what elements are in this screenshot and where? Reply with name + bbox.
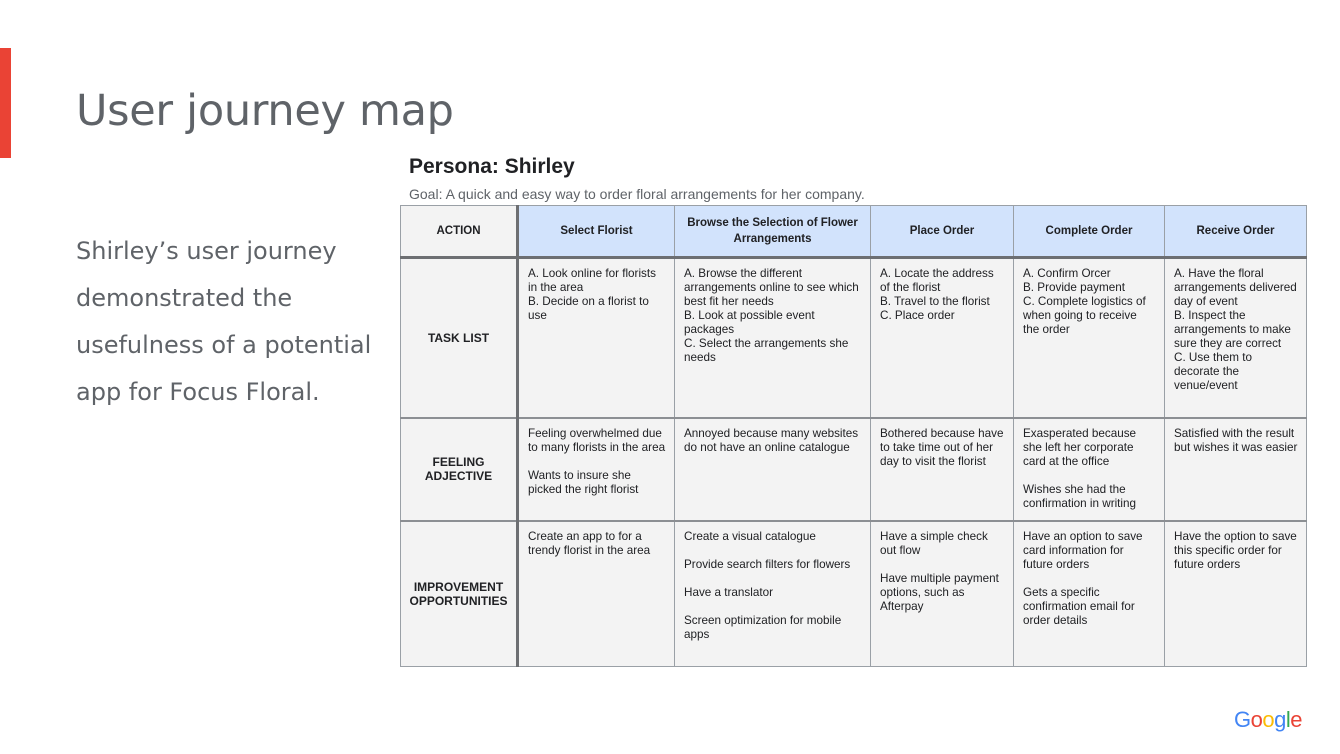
slide-title: User journey map: [76, 86, 454, 136]
logo-letter: o: [1262, 707, 1275, 732]
stage-header: Receive Order: [1165, 206, 1307, 258]
stage-header: Complete Order: [1014, 206, 1165, 258]
table-cell: Exasperated because she left her corporate card at the office Wishes she had the confirmation in writing: [1014, 418, 1165, 521]
row-label: FEELING ADJECTIVE: [401, 418, 518, 521]
table-cell: Feeling overwhelmed due to many florists in the area Wants to insure she picked the right florist: [518, 418, 675, 521]
table-cell: Have the option to save this specific order for future orders: [1165, 521, 1307, 667]
stage-header: Place Order: [871, 206, 1014, 258]
header-action: ACTION: [401, 206, 518, 258]
accent-bar: [0, 48, 11, 158]
table-cell: A. Have the floral arrangements delivered day of event B. Inspect the arrangements to make sure they are correct C. Use them to decorate the venue/event: [1165, 258, 1307, 418]
stage-header: Browse the Selection of Flower Arrangements: [675, 206, 871, 258]
logo-letter: l: [1285, 707, 1291, 732]
table-cell: A. Locate the address of the florist B. Travel to the florist C. Place order: [871, 258, 1014, 418]
logo-letter: e: [1290, 707, 1303, 732]
table-cell: Satisfied with the result but wishes it was easier: [1165, 418, 1307, 521]
persona-goal: Goal: A quick and easy way to order floral arrangements for her company.: [409, 186, 865, 202]
table-row: [401, 418, 1307, 521]
persona-title: Persona: Shirley: [409, 155, 575, 178]
table-cell: Have an option to save card information for future orders Gets a specific confirmation email for order details: [1014, 521, 1165, 667]
table-cell: Bothered because have to take time out of her day to visit the florist: [871, 418, 1014, 521]
table-cell: Create an app to for a trendy florist in the area: [518, 521, 675, 667]
table-row: [401, 521, 1307, 667]
journey-map-table: [400, 205, 1307, 667]
slide-body-text: Shirley’s user journey demonstrated the usefulness of a potential app for Focus Floral.: [76, 237, 372, 406]
table-header-row: [401, 206, 1307, 258]
google-logo: [1234, 707, 1302, 733]
row-label: TASK LIST: [401, 258, 518, 418]
table-cell: A. Confirm Orcer B. Provide payment C. Complete logistics of when going to receive the order: [1014, 258, 1165, 418]
row-label: IMPROVEMENT OPPORTUNITIES: [401, 521, 518, 667]
table-cell: A. Look online for florists in the area B. Decide on a florist to use: [518, 258, 675, 418]
table-cell: Have a simple check out flow Have multiple payment options, such as Afterpay: [871, 521, 1014, 667]
logo-letter: G: [1234, 707, 1251, 732]
table-row: [401, 258, 1307, 418]
logo-letter: o: [1250, 707, 1263, 732]
table-cell: Annoyed because many websites do not have an online catalogue: [675, 418, 871, 521]
logo-letter: g: [1274, 707, 1286, 732]
table-cell: A. Browse the different arrangements online to see which best fit her needs B. Look at possible event packages C. Select the arrangements she needs: [675, 258, 871, 418]
table-cell: Create a visual catalogue Provide search filters for flowers Have a translator Screen optimization for mobile apps: [675, 521, 871, 667]
stage-header: Select Florist: [518, 206, 675, 258]
